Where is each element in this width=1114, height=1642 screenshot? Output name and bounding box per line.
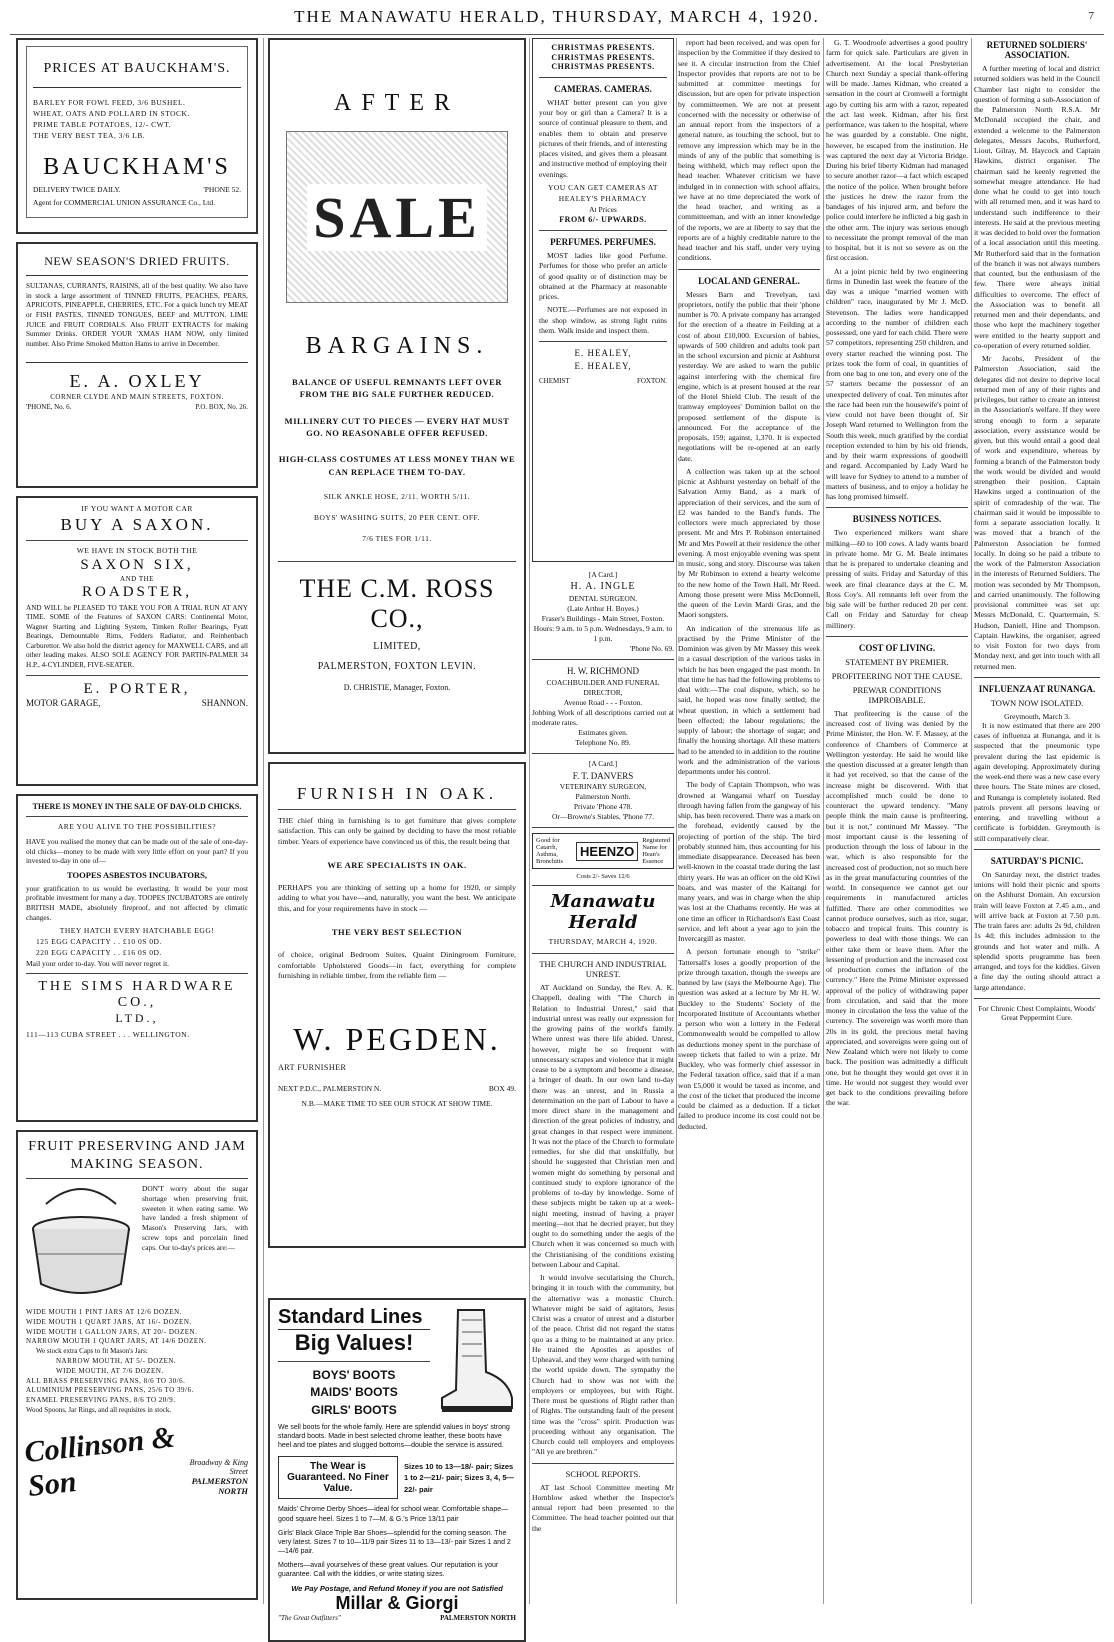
ad-heading: PRICES AT BAUCKHAM'S. xyxy=(33,53,241,88)
address: 111—113 CUBA STREET . . . WELLINGTON. xyxy=(26,1029,190,1039)
dateline: Greymouth, March 3. xyxy=(1004,711,1070,721)
column-6 xyxy=(974,38,1100,1604)
ad-heading: Standard Lines xyxy=(278,1306,430,1330)
agent-note: Agent for COMMERCIAL UNION ASSURANCE Co., Ltd. xyxy=(33,197,216,207)
ad-para: of choice, original Bedroom Suites, Quaint Diningroom Furniture, comfortable Upholstered Goods—in fact, everything for complete furnishing in reliable timber, from the reliable firm — xyxy=(278,950,516,980)
column-rule xyxy=(676,38,677,1604)
card-phone: Private 'Phone 478. xyxy=(573,801,633,811)
card-label: [A Card.] xyxy=(588,759,618,769)
millar-giorgi-ad xyxy=(268,1298,526,1642)
newspaper-nameplate: Manawatu Herald xyxy=(550,891,656,934)
article-body: An indication of the strenuous life as practised by the Prime Minister of the Dominion was given by Mr Massey this week in a casual description of the various tasks in which he has been engaged the past month. In that time he has had the following problems to deal with:—The coal dispute, which, so he said, he hoped was now finally settled; the wheat question, in which a settlement had been effected; the labour regulations; the supply of labour; the shortage of sugar; and finally the housing shortage. All these matters had to be attended to in addition to the routine work and the administration of the various departments under his control. xyxy=(678,623,820,776)
card-note: (Late Arthur H. Boyes.) xyxy=(567,603,639,613)
column-rule xyxy=(263,38,264,1604)
preserving-pan-icon xyxy=(26,1184,136,1304)
ad-heading: FURNISH IN OAK. xyxy=(296,784,498,803)
sale-word: SALE xyxy=(307,184,487,251)
ad-heading: THERE IS MONEY IN THE SALE OF DAY-OLD CHICKS. xyxy=(32,802,242,811)
sale-line: SILK ANKLE HOSE, 2/11. WORTH 5/11. xyxy=(323,491,471,501)
xmas-line: CHRISTMAS PRESENTS. xyxy=(551,43,655,52)
sale-illustration xyxy=(286,131,508,303)
xmas-line: CHRISTMAS PRESENTS. xyxy=(551,62,655,72)
card-name: F. T. DANVERS xyxy=(572,770,634,781)
delivery-note: DELIVERY TWICE DAILY. xyxy=(33,184,121,194)
sub-heading: STATEMENT BY PREMIER. xyxy=(845,656,949,667)
card-address: Fraser's Buildings - Main Street, Foxton. xyxy=(541,613,665,623)
chicks-ad xyxy=(16,794,258,1122)
ad-body: HAVE you realised the money that can be made out of the sale of one-day-old chicks—money to be made with very little effort on your part? If you invested to-day in one of— xyxy=(26,836,248,866)
boot-line: GIRLS' BOOTS xyxy=(311,1402,397,1417)
price-item: BARLEY FOR FOWL FEED, 3/6 BUSHEL. xyxy=(33,98,186,107)
column-rule xyxy=(971,38,972,1604)
professional-cards xyxy=(532,570,674,822)
mail-order: Mail your order to-day. You will never regret it. xyxy=(26,958,170,968)
firm-name: E. A. OXLEY xyxy=(26,362,248,392)
address: NEXT P.D.C., PALMERSTON N. xyxy=(278,1083,382,1093)
sale-line: 7/6 TIES FOR 1/11. xyxy=(362,533,432,543)
card-estimates: Estimates given. xyxy=(578,728,628,738)
perfumes-heading: PERFUMES. PERFUMES. xyxy=(550,237,656,248)
town: SHANNON. xyxy=(201,698,248,709)
boot-line: BOYS' BOOTS xyxy=(312,1368,396,1382)
section-heading: INFLUENZA AT RUNANGA. xyxy=(978,683,1096,694)
trade: ART FURNISHER xyxy=(278,1063,347,1073)
ad-heading: FRUIT PRESERVING AND JAM MAKING SEASON. xyxy=(28,1139,246,1172)
product: TOOPES ASBESTOS INCUBATORS, xyxy=(67,869,207,880)
oxley-ad xyxy=(16,242,258,488)
article-body: A further meeting of local and district returned soldiers was held in the Council Chamber last night to consider the question of forming a sub-Association of the Palmerston North R.S.A. Mr McDonald occupied the chair, and extended a welcome to the Palmerston delegates, Messrs Jacobs, Rutherford, Liout, Gilray, M. Haycock and Captain Hawkins, district organiser. The chairman said he keenly regretted the somewhat meagre attendance. He had done what he could to get into touch with all returned men, and it was hard to understand such indifference to their interests. He said at the previous meeting it was decided to hold over the formation of a local association until this meeting. Mr Rutherford said that in the formation of the branch it was not always numbers that counted, but the enthusiasm of the few. There were always initial difficulties to overcome. The effect of the Association was to benefit all returned men and their dependants, and those who kept the machinery together were entitled to the hearty support and co-operation of every returned soldier. xyxy=(974,64,1100,350)
hatch-line: THEY HATCH EVERY HATCHABLE EGG! xyxy=(59,926,215,936)
address: Broadway & King Street xyxy=(189,1457,248,1476)
cameras-cta: YOU CAN GET CAMERAS AT HEALEY'S PHARMACY xyxy=(547,182,659,203)
boot-icon xyxy=(436,1306,516,1416)
sale-line: BALANCE OF USEFUL REMNANTS LEFT OVER FROM THE BIG SALE FURTHER REDUCED. xyxy=(292,377,502,400)
column-rule xyxy=(823,38,824,1604)
sub-heading: PREWAR CONDITIONS IMPROBABLE. xyxy=(852,684,942,705)
issue-date: THURSDAY, MARCH 4, 1920. xyxy=(548,937,658,947)
woods-ad: For Chronic Chest Complaints, Woods' Great Peppermint Cure. xyxy=(978,1003,1096,1022)
phone: 'PHONE 52. xyxy=(203,184,241,194)
ad-subheading: Big Values! xyxy=(294,1330,414,1355)
firm-limited: LIMITED, xyxy=(373,640,421,652)
girls-shoes: Girls' Black Glace Triple Bar Shoes—splendid for the coming season. The very latest. Sizes 7 to 10—11/9 pair Sizes 11 to 13—13/- pair Sizes 1 and 2—14/6 pair. xyxy=(278,1529,511,1555)
price-item: PRIME TABLE POTATOES, 12/- CWT. xyxy=(33,119,172,129)
garage: MOTOR GARAGE, xyxy=(26,698,101,709)
firm-name: E. HEALEY, xyxy=(574,348,632,359)
town: PALMERSTON NORTH xyxy=(191,1475,248,1496)
and-line: AND THE xyxy=(120,574,154,583)
article-body: Two experienced milkers want share milking—60 to 100 cows. A lady wants board in private home. Mr G. M. Beale intimates that he is prepared to undertake cleaning and pressing of suits. Friday and Saturday of this week are final clearance days at the C. M. Ross Coy's. All remnants left over from the big sale will be further reduced 20 per cent. Call on Friday and Saturday for cheap millinery. xyxy=(826,528,968,630)
model-roadster: ROADSTER, xyxy=(82,583,192,600)
price-item: NARROW MOUTH 1 QUART JARS, AT 14/6 DOZEN. xyxy=(26,1337,207,1346)
price-item: ENAMEL PRESERVING PANS, 8/6 TO 20/9. xyxy=(26,1396,176,1405)
price-item: WIDE MOUTH 1 PINT JARS AT 12/6 DOZEN. xyxy=(26,1308,182,1316)
tagline: "The Great Outfitters" xyxy=(278,1614,341,1623)
healey-ad xyxy=(532,38,674,562)
article-body: AT Auckland on Sunday, the Rev. A. K. Chappell, dealing with "The Church in Relation to Industrial Unrest," said that industrial unrest was really our expression for the growing pains of the world's family. Where unrest was there life abided. Unrest, however, might be so frequent with unnecessary scrapes and violence that it might cease to be a symptom and become a disease, a bringer of death. In our own land to-day there was an unrest, and in Russia a determination on the part of Labour to have a more direct share in the management and direction of the great policies of industry, and great changes in that respect were imminent. It was not the place of the Church to formulate remedies, for she did that unskilfully, but should he suggested that Christian men and women might do something by personal and continued study to explore ignorance of the problems of to-day by knowledge. Some of these subjects might be taken up at a week-night meeting, instead of having a prayer meeting—not that he decried prayer, but they ought to do something under the aegis of the Church when it was concerned so much with the Christianising of the conditions existing between Labour and Capital. xyxy=(532,983,674,1269)
sale-line: HIGH-CLASS COSTUMES AT LESS MONEY THAN WE CAN REPLACE THEM TO-DAY. xyxy=(278,454,516,477)
firm-name: BAUCKHAM'S xyxy=(43,153,231,180)
from-line: FROM 6/- UPWARDS. xyxy=(559,214,647,224)
guarantee-box: The Wear is Guaranteed. No Finer Value. xyxy=(278,1456,398,1499)
card-role: DENTAL SURGEON. xyxy=(568,593,638,603)
article-body: The body of Captain Thompson, who was drowned at Wanganui wharf on Tuesday through having fallen from the gangway of his ship, has been recovered. There was a mark on the forehead, evidently caused by the projecting of portion of the ship. The bird probably stunned him, thus accounting for his immediate disappearance. Deceased has been well-known in the coastal trade during the last thirty years. He was an officer on the old Kiwi boats, and was master of the Kaitangi for many years, and was in charge when the ship was lost at the Chathams recently. He was at one time an officer in Richardson's East Coast service, and left about a year ago to join the Invercargill as master. xyxy=(678,780,820,943)
firm-ltd: LTD., xyxy=(115,1010,159,1025)
ross-ad xyxy=(268,38,526,754)
article-body: On Saturday next, the district trades unions will hold their picnic and sports on the Ashhurst Domain. An excursion train will leave Foxton at 7.45 a.m., and will arrive back at Foxton at 7.50 p.m. The train fares are: adults 2s 9d, children 1s 4d; this includes admission to the grounds and hot water and milk. A splendid sports programme has been arranged, and toys for the kiddies. Given a fine day the outing should attract a large attendance. xyxy=(974,869,1100,992)
kicker: IF YOU WANT A MOTOR CAR xyxy=(81,504,193,513)
size-prices: Sizes 10 to 13—18/- pair; Sizes 1 to 2—21/- pair; Sizes 3, 4, 5—22/- pair xyxy=(404,1462,515,1494)
ad-para: THE chief thing in furnishing is to get furniture that gives complete satisfaction. This can only be gained by deciding to have the most reliable timber. Years of experience have convinced us of this, the result being that xyxy=(278,816,516,846)
article-body: It is now estimated that there are 200 cases of influenza at Runanga, and it is suspected that the pneumonic type prevalent during the last epidemic is again developing. Approximately during the week-end there was a new case every three hours. The State mines are closed, and Runanga is completely isolated. Red patrols prevent all persons leaving or entering, and travelling without a certificate is forbidden. Greymouth is still comparatively clear. xyxy=(974,720,1100,843)
price-item: Wood Spoons, Jar Rings, and all requisites in stock. xyxy=(26,1405,172,1414)
ad-heading: BUY A SAXON. xyxy=(60,514,214,534)
sale-line: BOYS' WASHING SUITS, 20 PER CENT. OFF. xyxy=(314,512,480,522)
firm-name: E. HEALEY, xyxy=(574,361,632,372)
heenzo-cost: Costs 2/- Saves 12/6 xyxy=(576,873,630,881)
section-heading: BUSINESS NOTICES. xyxy=(852,514,942,525)
ad-body-2: your gratification to us would be everlasting. It would be your most profitable investment for many a day. TOOPES INCUBATORS are entirely BRITISH MADE, absolutely fireproof, and not affected by climatic changes. xyxy=(26,883,248,922)
card-phone: 'Phone No. 69. xyxy=(629,644,674,654)
article-body: A collection was taken up at the school picnic at Ashhurst yesterday on behalf of the Salvation Army Band, as a mark of appreciation of their services, and the sum of £2 was handed to the Band's funds. The collectors were much appreciated by those present. Mr and Mrs P. Robinson entertained Mr and Mrs Powell at their residence the other evening. A most enjoyable evening was spent in music, song and story. Discourse was taken by Mr Robinson to extend a hearty welcome to the new home of the Town Hall, Mr Reed. Among those present were Miss McDonnell, the queen of the Levin Mardi Gras, and the Maori songsters. xyxy=(678,466,820,620)
xmas-line: CHRISTMAS PRESENTS. xyxy=(551,52,655,62)
firm-name: THE SIMS HARDWARE CO., xyxy=(38,978,236,1010)
role: CHEMIST xyxy=(539,377,570,386)
card-address: Palmerston North. xyxy=(575,791,631,801)
bargains-heading: BARGAINS. xyxy=(305,333,489,359)
price-item: ALL BRASS PRESERVING PANS, 8/6 TO 30/6. xyxy=(26,1376,186,1385)
boot-line: MAIDS' BOOTS xyxy=(310,1385,398,1400)
capacity-220: 220 EGG CAPACITY . . £16 0S 0D. xyxy=(36,948,162,957)
firm-name: THE C.M. ROSS CO., xyxy=(299,573,495,633)
nb-note: N.B.—MAKE TIME TO SEE OUR STOCK AT SHOW TIME. xyxy=(301,1098,493,1108)
town: FOXTON. xyxy=(636,377,667,386)
mothers-note: Mothers—avail yourselves of these great values. Our reputation is your guarantee. Call with the kiddies, or write stating sizes. xyxy=(278,1561,499,1579)
price-item: ALUMINIUM PRESERVING PANS, 25/6 TO 39/6. xyxy=(26,1386,194,1395)
price-item: WHEAT, OATS AND POLLARD IN STOCK. xyxy=(33,108,190,118)
model-six: SAXON SIX, xyxy=(80,556,194,573)
article-body: That profiteering is the cause of the increased cost of living was denied by the Prime Minister, the Hon. W. F. Massey, at the conference of Chambers of Commerce at Wellington yesterday. He said he would like the question discussed at a greater length than it had yet received, so that the cause of the increase might be discovered. With that accomplished much could be done to counteract the upward tendency. "Many people think the main cause is profiteering, but it is not," continued Mr Massey. "The most important cause is the lessening of production through the loss of labour in the war, which is also responsible for the increased cost of production, not so much here as in the great manufacturing countries of the world. In consequence we cannot get our requirements in manufactured articles fulfilled. There are other commodities we cannot produce ourselves, such as rice, sugar, tobacco and tropical fruits. This country is powerless to deal with those things. We can either take them or leave them. After the lessening of production and the increased cost of production comes the inflation of the currency." Here the Prime Minister expressed approval of the policy of withdrawing paper from circulation, and said that the more money in circulation the less the value of the currency. The sovereign was worth more than 20s in its gold, the precious metal having appreciated, and sovereigns were going out of New Zealand which were not likely to come back. The position was admittedly a difficult one, but he thought they would get over it in time. He would not suggest they would ever get back to the conditions prevailing before the war. xyxy=(826,708,968,1108)
ad-intro: We sell boots for the whole family. Here are splendid values in boys' strong standard boots. Made in best selected chrome leather, these boots have heel and toe plates and slugged bottoms—double the service is assured. xyxy=(278,1424,510,1450)
card-alt-phone: Or—Browne's Stables, 'Phone 77. xyxy=(551,812,655,822)
sub-heading: PROFITEERING NOT THE CAUSE. xyxy=(831,670,963,681)
card-name: H. A. INGLE xyxy=(570,581,636,593)
article-title: SCHOOL REPORTS. xyxy=(565,1468,641,1479)
price-item: WIDE MOUTH 1 QUART JARS, AT 16/- DOZEN. xyxy=(26,1317,192,1326)
card-label: [A Card.] xyxy=(588,570,618,579)
cameras-heading: CAMERAS. CAMERAS. xyxy=(554,83,652,94)
firm-name: Millar & Giorgi xyxy=(335,1593,459,1614)
address: CORNER CLYDE AND MAIN STREETS, FOXTON. xyxy=(50,393,224,402)
ad-para: PERHAPS you are thinking of setting up a home for 1920, or simply adding to what you have—and, naturally, you want the best. We anticipate this, and for your requirements have in stock — xyxy=(278,883,516,913)
article-body: It would involve secularising the Church, bringing it in touch with the community, but the alternative was a monastic Church. Whatever might be said of agitators, Jesus Christ was a creator of unrest and a disturber of the peace. Christ did not regard the status quo as a thing to be maintained at any price. He trained the Apostles as apostles of Upheaval, and they were charged with turning the world upside down. The sympathy the Church had to show was not with the employers or employees, but with Right. There must be questions of Right rather than of Rights. The outstanding fault of the present time was the "cross" spirit. Production was proceeding without any organisation. The Church could tell employers and employees "All ye are brethren." xyxy=(532,1273,674,1457)
firm-name: W. PEGDEN. xyxy=(293,1021,501,1058)
page-number: 7 xyxy=(1088,10,1096,22)
article-body: G. T. Woodroofe advertises a good poultry farm for quick sale. Particulars are given in advertisement. At the local Presbyterian Church next Sunday a special thank-offering will be made. James Kidman, who created a sensation in the court at Cromwell a fortnight ago by cutting his arm with a razor, repeated the act last week. Kidman, after his first performance, was taken to the hospital, where he was guarded by a constable. One night, however, he escaped from the institution. He was captured the next day at Victoria Bridge. During his brief liberty Kidman had managed to secure another razor—a fact which escaped the notice of the police. When brought before the justices he drew the razor from the bandages of his injured arm, and before the police could interfere he inflicted a big gash in the other arm. The injury was serious enough to necessitate the prompt removal of the man to hospital, but it is not so severe as on the first occasion. xyxy=(826,38,968,263)
saxon-ad xyxy=(16,496,258,786)
cameras-text: WHAT better present can you give your boy or girl than a Camera? It is a source of continual pleasure to them, and enables them to obtain and preserve pictures of their friends, and of interesting places visited, and gives them a pleasant and instructive method of employing their evenings. xyxy=(539,97,668,179)
article-body: AT last School Committee meeting Mr Hornblow asked whether the Inspector's annual report had been presented to the Committee. The head teacher pointed out that the xyxy=(532,1482,674,1533)
price-item: WIDE MOUTH 1 GALLON JARS, AT 20/- DOZEN. xyxy=(26,1327,198,1336)
firm-logo: Collinson & Son xyxy=(22,1420,177,1503)
firm-name: E. PORTER, xyxy=(83,681,191,698)
card-telephone: Telephone No. 89. xyxy=(575,738,631,748)
heenzo-good: Good for Catarrh, Asthma, Bronchitis xyxy=(536,837,564,866)
heenzo-reg: Registered Name for Hean's Essence xyxy=(642,837,670,866)
price-item: NARROW MOUTH, AT 5/- DOZEN. xyxy=(56,1356,177,1365)
article-body: Mr Jacobs, President of the Palmerston Association, said the delegates did not desire to deprive local returned men of any of their rights and privileges, but rather to create an interest in the Association's welfare. If they were strong enough to form a separate association, every assistance would be given, but this would entail a good deal of work and expenditure, whereas by forming a branch of the Palmerston body the work would be divided and would strengthen their position. Captain Hawkins urged a continuation of the spirit of comradeship of the war. The chairman said it would be impossible to form a separate association locally. It was moved that a branch of the Palmerston Association be formed locally. In doing so he paid a tribute to the work of the Palmerston Association in the interests of Returned Soldiers. The motion was seconded by Mr Thompson, and carried unanimously. The following provisional committee was set up: Messrs McDonald, C. Quartermain, S. Hudson, Daniell, Hine and Thompson. Captain Hawkins, the organiser, agreed to visit Foxton for two days from Monday next, and get into touch with all returned men. xyxy=(974,354,1100,671)
specialists-line: WE ARE SPECIALISTS IN OAK. xyxy=(327,859,467,870)
column-4 xyxy=(678,38,820,1604)
column-rule xyxy=(529,38,530,1604)
section-heading: COST OF LIVING. xyxy=(858,642,936,653)
after-heading: AFTER xyxy=(333,90,460,116)
sub-heading: TOWN NOW ISOLATED. xyxy=(990,697,1084,708)
card-name: H. W. RICHMOND xyxy=(566,666,639,677)
selection-line: THE VERY BEST SELECTION xyxy=(331,927,463,937)
price-item: We stock extra Caps to fit Mason's Jars: xyxy=(36,1347,148,1356)
ad-intro: DON'T worry about the sugar shortage when preserving fruit, sweeten it when eating same. We have landed a fresh shipment of Mason's Preserving Jars, with screw tops and porcelain lined caps. Our to-day's prices are:— xyxy=(142,1184,248,1252)
postage-note: We Pay Postage, and Refund Money if you are not Satisfied xyxy=(291,1584,503,1594)
maids-shoes: Maids' Chrome Derby Shoes—ideal for school wear. Comfortable shape—good square heel. Sizes 1 to 7—M. & G.'s Price 13/11 pair xyxy=(278,1506,509,1523)
card-role: COACHBUILDER AND FUNERAL DIRECTOR, xyxy=(546,677,660,697)
phone: 'PHONE, No. 6. xyxy=(26,402,72,411)
card-address: Avenue Road - - - Foxton. xyxy=(563,697,643,707)
sale-line: MILLINERY CUT TO PIECES — EVERY HAT MUST GO. NO REASONABLE OFFER REFUSED. xyxy=(284,415,510,438)
article-title: THE CHURCH AND INDUSTRIAL UNREST. xyxy=(539,959,667,980)
firm-towns: PALMERSTON, FOXTON LEVIN. xyxy=(317,661,477,672)
po-box: P.O. BOX, No. 26. xyxy=(195,402,248,411)
prices-line: At Prices xyxy=(589,204,617,214)
article-body: At a joint picnic held by two engineering firms in Dunedin last week the feature of the day was a unique "married women with children" race, inaugurated by Mr J. McD. Stevenson. The ladies were handicapped according to the number of children each possessed, one yard for each child. There were 57 competitors, representing 250 children, and every starter reached the winning post. The prizes took the form of coal, in quantities of from one bag to one ton, and every one of the 57 starters became the possessor of an unexpected delivery of coal. Ten minutes after the race had been run the housewife's point of view could not have been thought of. Sir Joseph Ward returned to Wellington from the South this week, much gratified by the cordial reception extended to him by his old friends, and by their warm expressions of goodwill and regard. Accompanied by Lady Ward he will leave for Sydney to attend to a number of matters of business, and to enjoy a holiday he has long promised himself. xyxy=(826,266,968,501)
po-box: BOX 49. xyxy=(488,1083,516,1093)
perfumes-note: NOTE.—Perfumes are not exposed in the shop window, as strong light ruins them. Walk inside and inspect them. xyxy=(539,305,667,335)
section-heading: LOCAL AND GENERAL. xyxy=(698,275,800,286)
perfumes-text: MOST ladies like good Perfume. Perfumes for those who prefer an article of good quality or of distinction may be obtained at the Pharmacy at reasonable prices. xyxy=(539,251,667,302)
masthead-title: THE MANAWATU HERALD, THURSDAY, MARCH 4, 1920. xyxy=(294,7,820,26)
pegden-ad xyxy=(268,762,526,1248)
card-text: Jobbing Work of all descriptions carried out at moderate rates. xyxy=(532,707,674,728)
price-list xyxy=(33,88,241,142)
capacity-125: 125 EGG CAPACITY . . £10 0S 0D. xyxy=(36,937,162,947)
ad-heading: NEW SEASON'S DRIED FRUITS. xyxy=(26,250,248,276)
price-item: WIDE MOUTH, AT 7/6 DOZEN. xyxy=(56,1366,164,1375)
section-heading: RETURNED SOLDIERS' ASSOCIATION. xyxy=(986,40,1088,60)
article-body: Messrs Barn and Trevelyan, taxi proprietors, notify the public that their 'phone number is 70. A private company has arranged for the erection of a theatre in Feilding at a cost of about £10,000. Excursion of babies, upwards of 500 children and adults took part in the school excursion and picnic at Ashhurst yesterday. We are asked to warn the public against interfering with the chemical fire engine, which is at present housed at the rear of the Hotel Shield Club. The result of the tramway employees' Dominion ballot on the proposed settlement of the dispute is announced. For the acceptance of the proposals, 159; against, 1,370. It is expected negotiations will be re-opened at an early date. xyxy=(678,289,820,463)
heenzo-ad xyxy=(532,833,674,869)
column-3 xyxy=(532,38,674,1604)
column-1 xyxy=(16,38,258,1604)
price-list xyxy=(26,1308,248,1416)
ad-body: AND WILL be PLEASED TO TAKE YOU FOR A TRIAL RUN AT ANY TIME. SOME of the Features of SAXON CARS: Continental Motor, Wagner Starting and Lighting System, Timken Roller Bearings, Fyatt Bearings, Demountable Rims, Fedders Radiator, and Reinhenbach Carburettor. We also hold the district agency for MAXWELL CARS, and all other leading makes. ALSO SOLE AGENCY FOR PARTIN-PALMER 34 H.P., 4-CYLINDER, FIVE-SEATER. xyxy=(26,603,248,669)
manager: D. CHRISTIE, Manager, Foxton. xyxy=(343,682,451,692)
masthead xyxy=(10,0,1104,35)
stock-line: WE HAVE IN STOCK BOTH THE xyxy=(76,545,198,555)
ad-body: SULTANAS, CURRANTS, RAISINS, all of the best quality. We also have in stock a large assortment of TINNED FRUITS, PEACHES, PEARS, APRICOTS, PINEAPPLE, CHERRIES, ETC. For a quick lunch try MEAT or FISH PASTES, TINNED TONGUES, BEEF and MUTTON. LIME JUICE and FRUIT CORDIALS. Also FRUIT EXTRACTS for making Summer Drinks. ORDER YOUR 'XMAS HAM NOW, only limited number. Also Prime Smoked Mutton Hams to arrive in December. xyxy=(26,281,248,348)
card-role: VETERINARY SURGEON, xyxy=(559,781,647,791)
bauckham-ad xyxy=(16,38,258,234)
price-item: THE VERY BEST TEA, 3/6 LB. xyxy=(33,130,146,140)
column-5 xyxy=(826,38,968,1604)
question: ARE YOU ALIVE TO THE POSSIBILITIES? xyxy=(57,822,217,831)
section-heading: SATURDAY'S PICNIC. xyxy=(990,855,1084,866)
town: PALMERSTON NORTH xyxy=(440,1614,516,1623)
article-body: A person fortunate enough to "strike" Tattersall's loses a goodly proportion of the prize through taxation, though the sweeps are banned by law (says the Melbourne Age). The question was asked at a lecture by Mr H. W. Buckley to the Students' Society of the Incorporated Institute of Accountants whether a person who won a lottery in the Federal Commonwealth would be compelled to allow as deductions money spent in the purchase of sweep tickets that failed to win a prize. Mr Buckley, who was formerly chief assessor in the Federal taxation office, said that if a man won £5,000 it would be taxed as income, and the cost of the ticket that produced the income could be claimed as a deduction. If a ticket failed to produce income its cost could not be deducted. xyxy=(678,947,820,1131)
article-body: report had been received, and was open for inspection by the Committee if they desired to see it. A circular instruction from the Chief Inspector provides that reports are not to be submitted at committee meetings for discussion, but are open for private inspection by committeemen. We are not at present concerned with the necessity or otherwise of an annual report from the inspectors of a general nature, as touching the school, but to remove any impression which may be in the minds of any of the public that something is being withheld, which may reflect upon the head teacher. Whatever criticism we have indulged in in connection with school affairs, we have at no time depreciated the work of the head teacher, and writing as a committeeman, and with an inner knowledge of the reports, we are at liberty to say that the reports are of a highly creditable nature to the head teacher and his staff, under very trying conditions. xyxy=(678,38,820,263)
heenzo-logo: HEENZO xyxy=(576,842,638,861)
collinson-ad xyxy=(16,1130,258,1600)
card-hours: Hours: 9 a.m. to 5 p.m. Wednesdays, 9 a.m. to 1 p.m. xyxy=(533,624,673,644)
column-2 xyxy=(268,38,526,1623)
